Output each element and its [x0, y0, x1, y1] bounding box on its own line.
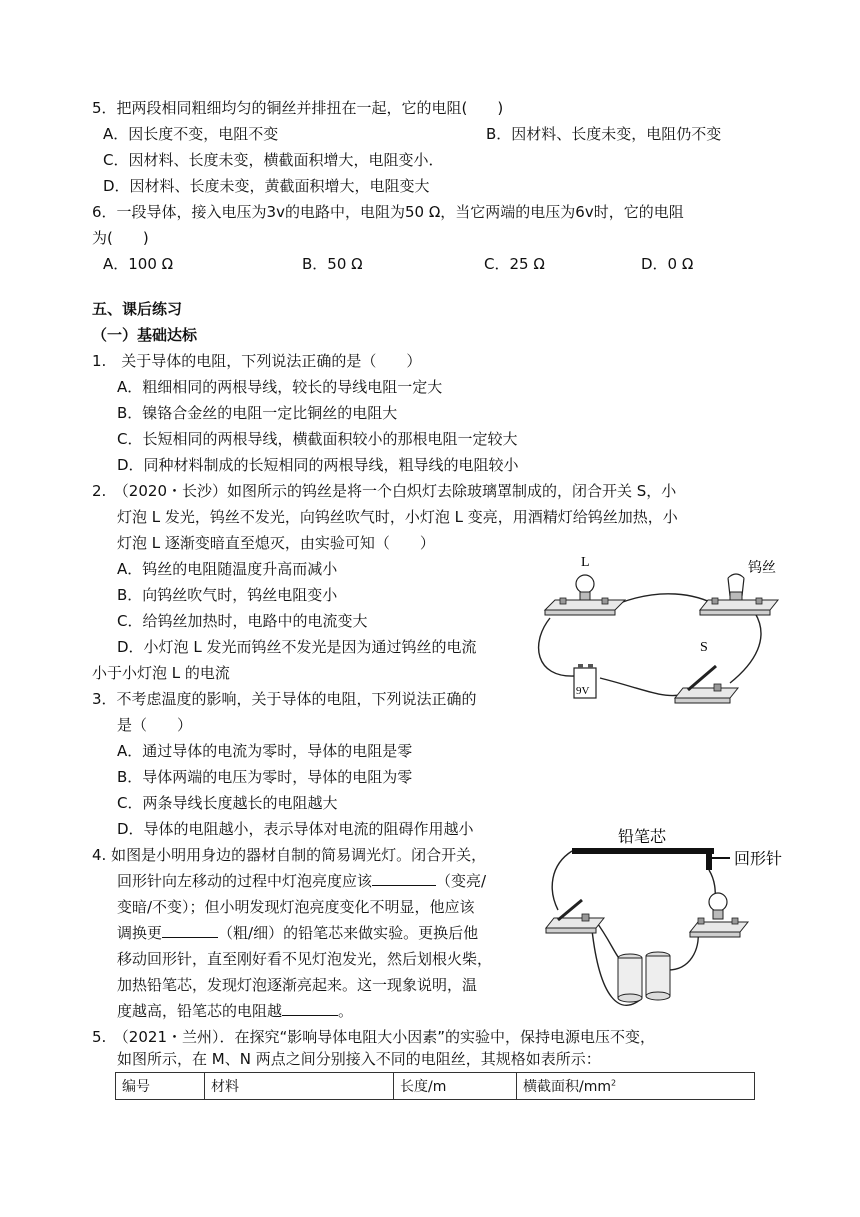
- q4-label-pencil: 铅笔芯: [618, 827, 667, 846]
- q4-blank-resistance: [282, 1001, 338, 1016]
- q4-cell-2-icon: [646, 956, 670, 996]
- q1-option-d: D．同种材料制成的长短相同的两根导线，粗导线的电阻较小: [117, 456, 519, 474]
- q1-option-a: A．粗细相同的两根导线，较长的导线电阻一定大: [117, 378, 443, 396]
- q4-label-clip: 回形针: [734, 849, 783, 868]
- q2-wire-bottom: [600, 678, 680, 696]
- q4-cell-1-icon: [618, 958, 642, 998]
- q2-option-d-line2: 小于小灯泡 L 的电流: [92, 664, 230, 682]
- q3-option-b: B．导体两端的电压为零时，导体的电阻为零: [117, 768, 413, 786]
- q4-line1: 4. 如图是小明用身边的器材自制的简易调光灯。闭合开关，: [92, 846, 487, 864]
- q4-line4: [117, 923, 478, 943]
- q2-lamp-bulb-icon: [576, 575, 594, 593]
- q3-line1: 3．不考虑温度的影响，关于导体的电阻，下列说法正确的: [92, 690, 477, 708]
- q4-line4-after-blank: （粗/细）的铅笔芯来做实验。更换后他: [218, 924, 479, 942]
- review-q5-option-d: D．因材料、长度未变，黄截面积增大，电阻变大: [103, 177, 430, 195]
- review-q5-option-a: A．因长度不变，电阻不变: [103, 125, 279, 143]
- q4-line7-before-blank: 度越高，铅笔芯的电阻越: [117, 1002, 283, 1020]
- q2-line3: 灯泡 L 逐渐变暗直至熄灭，由实验可知（ ）: [117, 534, 435, 552]
- q2-label-l: L: [581, 555, 590, 570]
- q3-option-d: D．导体的电阻越小，表示导体对电流的阻碍作用越小: [117, 820, 474, 838]
- q4-line2-before-blank: 回形针向左移动的过程中灯泡亮度应该: [117, 872, 373, 890]
- table-header-row: [116, 1073, 755, 1100]
- q2-lamp-board: [545, 600, 625, 610]
- q2-option-a: A．钨丝的电阻随温度升高而减小: [117, 560, 338, 578]
- review-q5-option-c: C．因材料、长度未变，横截面积增大，电阻变小．: [103, 151, 444, 169]
- q2-switch-lever-icon: [688, 666, 716, 690]
- q2-switch-board: [675, 688, 738, 698]
- q5-line2: 如图所示，在 M、N 两点之间分别接入不同的电阻丝，其规格如表所示：: [117, 1050, 601, 1068]
- q4-line7: [117, 1001, 353, 1021]
- q2-line1: 2. （2020・长沙）如图所示的钨丝是将一个白炽灯去除玻璃罩制成的，闭合开关 S，小: [92, 482, 677, 500]
- table-header-id: 编号: [116, 1073, 205, 1100]
- q4-line5: 移动回形针，直至刚好看不见灯泡发光，然后划根火柴，: [117, 950, 493, 968]
- q4-blank-thickness: [162, 923, 218, 938]
- q4-blank-brightness: [372, 871, 436, 886]
- q1-option-b: B．镍铬合金丝的电阻一定比铜丝的电阻大: [117, 404, 398, 422]
- review-q6-option-c: C．25 Ω: [484, 255, 545, 273]
- review-q6-option-d: D．0 Ω: [641, 255, 694, 273]
- q2-label-s: S: [700, 640, 708, 655]
- q2-label-tungsten: 钨丝: [748, 560, 776, 576]
- q2-option-b: B．向钨丝吹气时，钨丝电阻变小: [117, 586, 338, 604]
- q3-line2: 是（ ）: [117, 716, 193, 734]
- q4-line2: [117, 871, 486, 891]
- review-q6-option-b: B．50 Ω: [302, 255, 363, 273]
- q4-line2-after-blank: （变亮/: [436, 872, 487, 890]
- q4-dimmer-figure: [540, 820, 810, 1020]
- q2-wire-left: [539, 618, 575, 676]
- review-q6-stem-line1: 6．一段导体，接入电压为3v的电路中，电阻为50 Ω，当它两端的电压为6v时，它的电阻: [92, 203, 684, 221]
- q2-option-c: C．给钨丝加热时，电路中的电流变大: [117, 612, 368, 630]
- review-q5-option-b: B．因材料、长度未变，电阻仍不变: [486, 125, 722, 143]
- q1-stem: 1. 关于导体的电阻，下列说法正确的是（ ）: [92, 352, 422, 370]
- review-q6-stem-line2: 为( ): [92, 229, 149, 247]
- q3-option-a: A．通过导体的电流为零时，导体的电阻是零: [117, 742, 413, 760]
- q4-pencil-lead: [572, 848, 714, 854]
- q4-switch-lever-icon: [558, 900, 582, 920]
- section-title: 五、课后练习: [92, 300, 183, 318]
- q4-line4-before-blank: 调换更: [117, 924, 163, 942]
- table-header-material: 材料: [205, 1073, 394, 1100]
- q3-option-c: C．两条导线长度越长的电阻越大: [117, 794, 338, 812]
- q2-label-battery: 9V: [576, 685, 590, 697]
- q4-line7-after-blank: 。: [338, 1002, 354, 1020]
- q4-switch-board: [546, 918, 604, 928]
- q5-line1: 5. （2021・兰州）．在探究“影响导体电阻大小因素”的实验中，保持电源电压不变，: [92, 1028, 656, 1046]
- table-header-area-sup: 2: [611, 1078, 617, 1088]
- q4-lamp-bulb-icon: [709, 893, 727, 911]
- q4-paperclip-icon: [706, 848, 712, 870]
- table-header-area: [517, 1073, 755, 1100]
- table-header-length: 长度/m: [394, 1073, 517, 1100]
- q5-spec-table: [115, 1072, 755, 1100]
- review-q6-option-a: A．100 Ω: [103, 255, 174, 273]
- q4-line6: 加热铅笔芯，发现灯泡逐渐亮起来。这一现象说明，温: [117, 976, 478, 994]
- q2-circuit-figure: [530, 548, 780, 720]
- q2-wire-top: [620, 594, 718, 606]
- q2-option-d-line1: D．小灯泡 L 发光而钨丝不发光是因为通过钨丝的电流: [117, 638, 477, 656]
- q4-line3: 变暗/不变）；但小明发现灯泡亮度变化不明显，他应该: [117, 898, 475, 916]
- subsection-title: （一）基础达标: [92, 326, 198, 344]
- q2-line2: 灯泡 L 发光，钨丝不发光，向钨丝吹气时，小灯泡 L 变亮，用酒精灯给钨丝加热，小: [117, 508, 678, 526]
- review-q5-stem: 5．把两段相同粗细均匀的铜丝并排扭在一起，它的电阻( ): [92, 99, 504, 117]
- table-header-area-text: 横截面积/mm: [523, 1079, 611, 1095]
- q2-wire-right: [730, 613, 761, 683]
- q1-option-c: C．长短相同的两根导线，横截面积较小的那根电阻一定较大: [117, 430, 518, 448]
